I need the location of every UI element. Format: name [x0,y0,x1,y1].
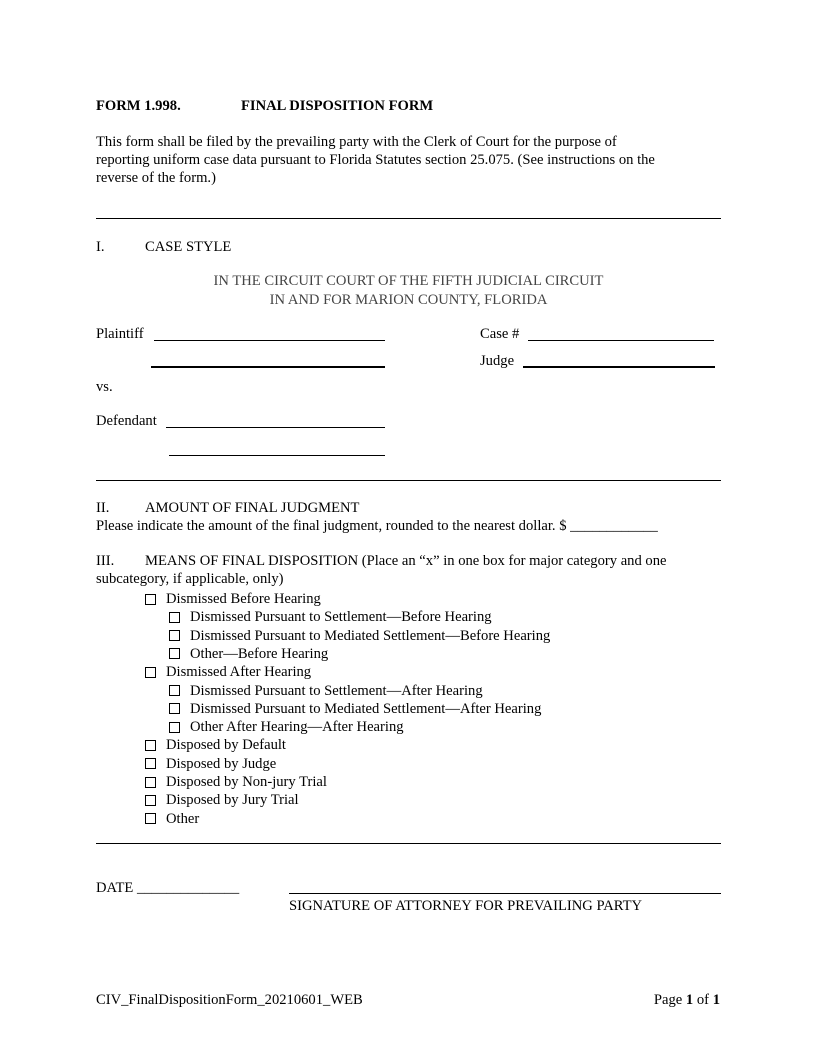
intro-line-2: reporting uniform case data pursuant to Florida Statutes section 25.075. (See instructions on the [96,152,655,168]
disposition-option-label: Disposed by Judge [166,755,277,772]
disposition-option[interactable] [145,791,299,809]
case-number-label: Case # [480,326,520,342]
section-3-number: III. [96,553,115,569]
disposition-option-label: Dismissed Pursuant to Settlement—After Hearing [190,682,483,699]
judge-label: Judge [480,353,515,369]
defendant-label: Defendant [96,413,157,429]
form-number: FORM 1.998. [96,98,181,114]
disposition-option-label: Other [166,810,200,827]
disposition-option-label: Disposed by Default [166,737,286,754]
checkbox[interactable] [169,648,180,659]
checkbox[interactable] [145,740,156,751]
disposition-option[interactable] [145,810,199,828]
page-current: 1 [685,992,694,1008]
disposition-option[interactable] [145,755,276,773]
judgment-amount-field[interactable]: ____________ [570,518,658,534]
disposition-option[interactable] [169,682,483,700]
section-1-number: I. [96,239,105,255]
plaintiff-label: Plaintiff [96,326,144,342]
disposition-option[interactable] [169,627,550,645]
court-line-1: IN THE CIRCUIT COURT OF THE FIFTH JUDICIAL CIRCUIT [213,273,604,289]
checkbox[interactable] [169,722,180,733]
disposition-option[interactable] [169,608,492,626]
disposition-option-label: Dismissed Pursuant to Mediated Settlement—Before Hearing [190,627,551,644]
disposition-option[interactable] [169,700,541,718]
checkbox[interactable] [145,777,156,788]
disposition-option-label: Disposed by Jury Trial [166,792,299,809]
defendant-field-2[interactable] [169,455,385,456]
checkbox[interactable] [169,612,180,623]
checkbox[interactable] [169,630,180,641]
signature-field[interactable] [289,893,721,894]
disposition-option-label: Dismissed After Hearing [166,664,312,681]
disposition-option[interactable] [145,663,311,681]
court-line-2: IN AND FOR MARION COUNTY, FLORIDA [269,292,548,308]
divider [96,480,721,481]
plaintiff-field-2[interactable] [151,366,385,368]
date-field[interactable]: ______________ [136,880,240,896]
plaintiff-field[interactable] [154,340,385,341]
checkbox[interactable] [145,667,156,678]
checkbox[interactable] [145,594,156,605]
disposition-option[interactable] [169,645,328,663]
page-total: 1 [712,992,720,1008]
intro-line-3: reverse of the form.) [96,170,216,186]
footer-page-number [654,991,720,1009]
disposition-option-label: Disposed by Non-jury Trial [166,774,327,790]
section-3-title-line-2: subcategory, if applicable, only) [96,571,284,587]
page-of: of [696,992,710,1008]
section-2-number: II. [96,500,110,516]
disposition-option[interactable] [145,773,327,791]
defendant-field[interactable] [166,427,385,428]
checkbox[interactable] [145,795,156,806]
signature-label: SIGNATURE OF ATTORNEY FOR PREVAILING PARTY [289,898,643,914]
case-number-field[interactable] [528,340,714,341]
date-label: DATE [96,880,134,896]
checkbox[interactable] [145,758,156,769]
section-2-title: AMOUNT OF FINAL JUDGMENT [145,500,360,516]
date-line [96,879,239,897]
disposition-option-label: Dismissed Pursuant to Mediated Settlement—After Hearing [190,700,542,717]
form-title: FINAL DISPOSITION FORM [241,98,434,114]
disposition-option-label: Dismissed Pursuant to Settlement—Before Hearing [190,609,492,626]
disposition-option[interactable] [169,718,404,736]
intro-line-1: This form shall be filed by the prevailing party with the Clerk of Court for the purpose of [96,134,617,150]
divider [96,843,721,844]
footer-file-name: CIV_FinalDispositionForm_20210601_WEB [96,992,363,1008]
disposition-option[interactable] [145,590,321,608]
section-1-title: CASE STYLE [145,239,232,255]
section-3-title-line-1: MEANS OF FINAL DISPOSITION (Place an “x” in one box for major category and one [145,553,667,569]
judge-field[interactable] [523,366,715,368]
page-word: Page [653,992,683,1008]
disposition-option-label: Dismissed Before Hearing [166,591,321,607]
disposition-option-label: Other—Before Hearing [190,645,329,662]
judgment-amount-text: Please indicate the amount of the final judgment, rounded to the nearest dollar. $ [96,518,567,534]
checkbox[interactable] [169,703,180,714]
disposition-option[interactable] [145,736,286,754]
judgment-amount-instruction [96,517,658,535]
checkbox[interactable] [145,813,156,824]
disposition-option-label: Other After Hearing—After Hearing [190,719,404,736]
vs-label: vs. [96,379,113,395]
divider [96,218,721,219]
checkbox[interactable] [169,685,180,696]
